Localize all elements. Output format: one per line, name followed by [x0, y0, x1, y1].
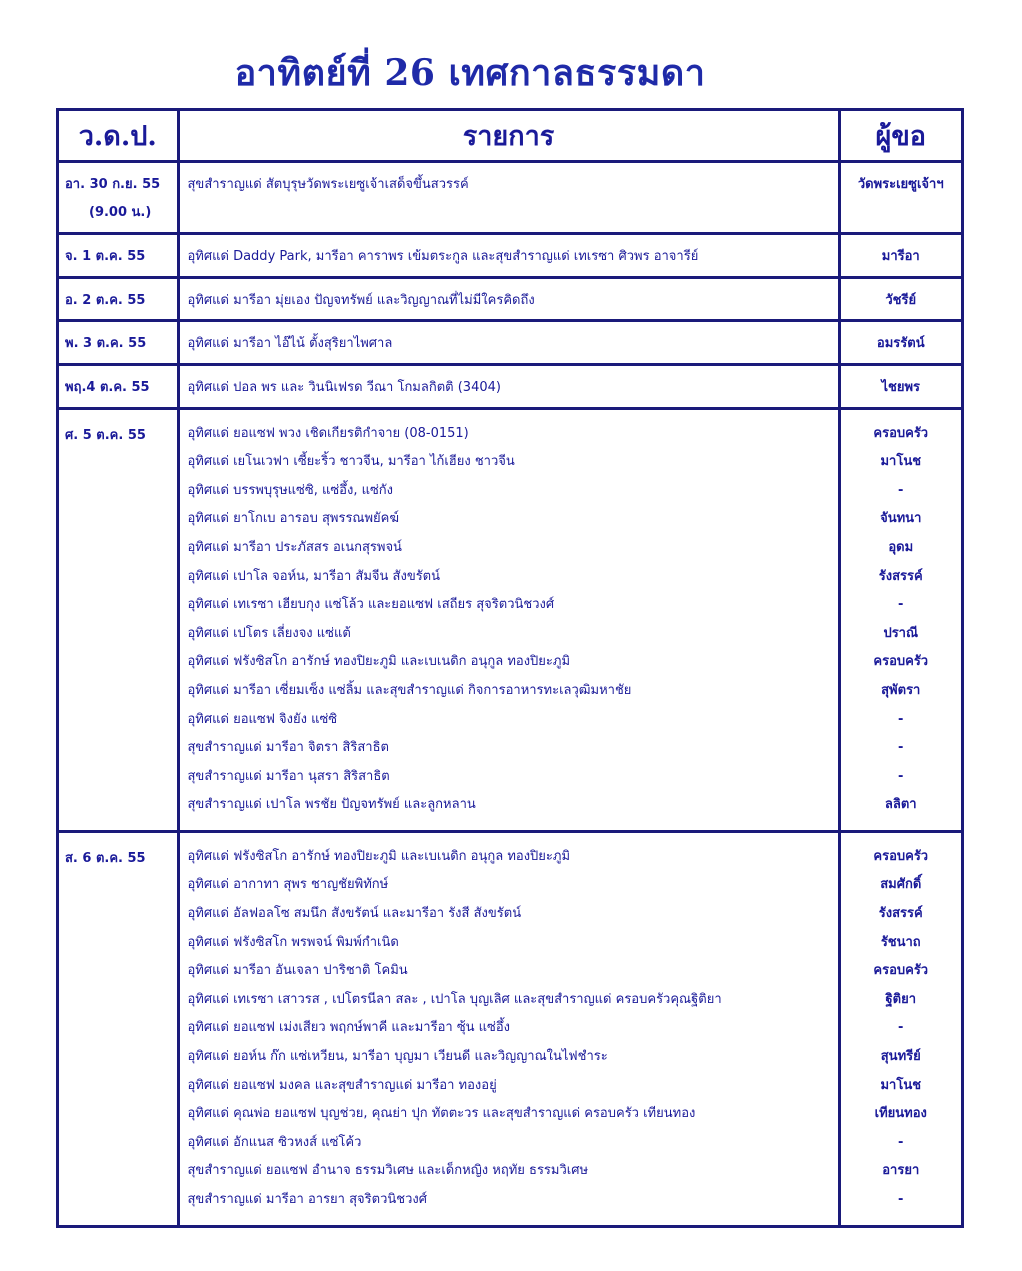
intention-text: อุทิศแด่ ยอแซฟ เม่งเสียว พฤกษ์พาคี และมารีอา ซุ้น แซ่อึ้ง	[187, 1020, 511, 1036]
date-cell	[59, 831, 178, 1224]
intention-text: อุทิศแด่ มารีอา อันเจลา ปาริชาติ โคมิน	[187, 963, 408, 979]
items-cell	[178, 234, 839, 278]
intention-text: อุทิศแด่ เปโตร เลี่ยงจง แซ่แต้	[187, 625, 351, 641]
intention-text: อุทิศแด่ ยอแซฟ พวง เชิดเกียรติกำจาย (08-0151)	[187, 425, 469, 441]
intention-text: อุทิศแด่ ยอแซฟ มงคล และสุขสำราญแด่ มารีอา ทองอยู่	[187, 1077, 497, 1093]
requester-name: -	[898, 1020, 904, 1036]
intention-text: อุทิศแด่ ยอห์น ก๊ก แซ่เหวียน, มารีอา บุญมา เวียนดี และวิญญาณในไฟชำระ	[187, 1049, 608, 1065]
date-label: ศ. 5 ต.ค. 55	[65, 427, 146, 443]
date-group-row	[59, 831, 961, 1224]
requester-name: ครอบครัว	[873, 848, 929, 864]
intention-text: สุขสำราญแด่ มารีอา นุสรา สิริสาธิต	[187, 768, 390, 784]
intention-text: อุทิศแด่ เปาโล จอห์น, มารีอา สัมจีน สังขรัตน์	[187, 568, 441, 584]
intention-text: อุทิศแด่ บรรพบุรุษแซ่ซิ, แซ่อึ้ง, แซ่กัง	[187, 482, 394, 498]
items-cell	[178, 321, 839, 365]
intention-text: อุทิศแด่ ฟรังซิสโก อารักษ์ ทองปิยะภูมิ และเบเนดิก อนุกูล ทองปิยะภูมิ	[187, 654, 571, 670]
date-label: พ. 3 ต.ค. 55	[65, 336, 147, 352]
column-header-requester: ผู้ขอ	[839, 111, 961, 162]
date-group-row	[59, 364, 961, 408]
requester-name: -	[898, 1192, 904, 1207]
requester-cell	[839, 831, 961, 1224]
requester-name: -	[898, 711, 904, 727]
requester-name: -	[898, 597, 904, 613]
date-group-row	[59, 234, 961, 278]
intention-text: อุทิศแด่ มารีอา ประภัสสร อเนกสุรพจน์	[187, 539, 402, 555]
mass-intentions-table	[56, 108, 964, 1228]
requester-cell	[839, 234, 961, 278]
requester-name: ฐิติยา	[885, 991, 917, 1007]
requester-name: ไชยพร	[881, 379, 921, 395]
requester-name: สมศักดิ์	[880, 877, 922, 893]
date-cell	[59, 364, 178, 408]
intention-text: อุทิศแด่ อักแนส ซิวหงส์ แซ่โค้ว	[187, 1134, 362, 1150]
requester-cell	[839, 162, 961, 234]
requester-name: อารยา	[882, 1163, 920, 1179]
intention-text: อุทิศแด่ ยอแซฟ จิงยัง แซ่ซิ	[187, 711, 338, 727]
intention-text: สุขสำราญแด่ มารีอา จิตรา สิริสาธิต	[187, 740, 389, 756]
requester-name: อมรรัตน์	[876, 336, 925, 352]
requester-cell	[839, 364, 961, 408]
intention-text: อุทิศแด่ มารีอา ไอ๊ไน้ ตั้งสุริยาไพศาล	[187, 336, 393, 352]
intention-text: อุทิศแด่ ฟรังซิสโก อารักษ์ ทองปิยะภูมิ และเบเนดิก อนุกูล ทองปิยะภูมิ	[187, 848, 571, 864]
date-group-row	[59, 321, 961, 365]
time-label: (9.00 น.)	[89, 205, 152, 220]
requester-name: -	[898, 740, 904, 756]
items-cell	[178, 831, 839, 1224]
table-header-row	[59, 111, 961, 162]
requester-name: -	[898, 1134, 904, 1150]
column-header-item: รายการ	[178, 111, 839, 162]
requester-name: จันทนา	[880, 511, 922, 527]
date-cell	[59, 234, 178, 278]
date-label: ส. 6 ต.ค. 55	[65, 850, 146, 866]
date-group-row	[59, 277, 961, 321]
requester-name: -	[898, 482, 904, 498]
date-label: อ. 2 ต.ค. 55	[65, 292, 146, 308]
requester-name: รังสรรค์	[878, 906, 923, 922]
items-cell	[178, 408, 839, 831]
requester-name: มาโนช	[880, 454, 922, 470]
intention-text: อุทิศแด่ เยโนเวฟา เซี้ยะริ้ว ชาวจีน, มารีอา ไก้เฮียง ชาวจีน	[187, 454, 515, 470]
intention-text: อุทิศแด่ อากาทา สุพร ชาญชัยพิทักษ์	[187, 877, 389, 893]
intention-text: อุทิศแด่ Daddy Park, มารีอา คาราพร เข้มตระกูล และสุขสำราญแด่ เทเรซา ศิวพร อาจารีย์	[187, 249, 699, 265]
intention-text: อุทิศแด่ มารีอา เซี่ยมเซ็ง แซ่ลิ้ม และสุขสำราญแด่ กิจการอาหารทะเลวุฒิมหาชัย	[187, 682, 632, 698]
page-title: อาทิตย์ที่ 26 เทศกาลธรรมดา	[234, 52, 706, 94]
items-cell	[178, 277, 839, 321]
requester-name: สุพัตรา	[881, 682, 921, 698]
requester-name: สุนทรีย์	[880, 1049, 921, 1065]
requester-cell	[839, 277, 961, 321]
intention-text: สุขสำราญแด่ ยอแซฟ อำนาจ ธรรมวิเศษ และเด็กหญิง หฤทัย ธรรมวิเศษ	[187, 1163, 589, 1179]
requester-cell	[839, 408, 961, 831]
spacer	[188, 200, 838, 229]
requester-name: รัชนาถ	[880, 934, 921, 950]
table-body	[59, 162, 961, 1225]
date-label: อา. 30 ก.ย. 55	[65, 177, 161, 192]
intention-text: อุทิศแด่ เทเรซา เสาวรส , เปโตรนีลา สละ , เปาโล บุญเลิศ และสุขสำราญแด่ ครอบครัวคุณฐิติยา	[187, 991, 722, 1007]
requester-name: วัดพระเยซูเจ้าฯ	[857, 177, 944, 192]
requester-name: ปราณี	[883, 625, 919, 641]
intention-text: สุขสำราญแด่ สัตบุรุษวัดพระเยซูเจ้าเสด็จขึ้นสวรรค์	[187, 177, 469, 192]
requester-cell	[839, 321, 961, 365]
intention-text: อุทิศแด่ คุณพ่อ ยอแซฟ บุญช่วย, คุณย่า ปุก ทัตตะวร และสุขสำราญแด่ ครอบครัว เทียนทอง	[187, 1106, 696, 1122]
requester-name: วัชรีย์	[885, 292, 917, 308]
intention-text: อุทิศแด่ ปอล พร และ วินนิเฟรด วีณา โกมลกิตติ (3404)	[187, 379, 501, 395]
date-cell	[59, 321, 178, 365]
requester-name: ครอบครัว	[873, 425, 929, 441]
intention-text: อุทิศแด่ ฟรังซิสโก พรพจน์ พิมพ์กำเนิด	[187, 934, 399, 950]
requester-name: ลลิตา	[884, 797, 917, 813]
date-cell	[59, 408, 178, 831]
date-group-row	[59, 408, 961, 831]
intention-text: อุทิศแด่ ยาโกเบ อารอบ สุพรรณพยัคฆ์	[187, 511, 400, 527]
date-cell	[59, 277, 178, 321]
date-group-row	[59, 162, 961, 234]
requester-name: มาโนช	[880, 1077, 922, 1093]
items-cell	[178, 162, 839, 234]
requester-name: ครอบครัว	[873, 654, 929, 670]
intention-text: สุขสำราญแด่ มารีอา อารยา สุจริตวนิชวงศ์	[187, 1192, 427, 1207]
requester-name: อุดม	[888, 539, 914, 555]
intention-text: อุทิศแด่ เทเรซา เฮียบกุง แซ่โล้ว และยอแซฟ เสถียร สุจริตวนิชวงศ์	[187, 597, 555, 613]
items-cell	[178, 364, 839, 408]
requester-name: -	[898, 768, 904, 784]
requester-name: มารีอา	[881, 249, 920, 265]
date-label: พฤ.4 ต.ค. 55	[65, 379, 150, 395]
date-label: จ. 1 ต.ค. 55	[65, 249, 146, 265]
intention-text: อุทิศแด่ มารีอา มุ่ยเอง ปัญจทรัพย์ และวิญญาณที่ไม่มีใครคิดถึง	[187, 292, 535, 308]
intention-text: อุทิศแด่ อัลฟอลโซ สมนึก สังขรัตน์ และมารีอา รังสี สังขรัตน์	[187, 906, 522, 922]
requester-name: รังสรรค์	[878, 568, 923, 584]
intention-text: สุขสำราญแด่ เปาโล พรชัย ปัญจทรัพย์ และลูกหลาน	[187, 797, 476, 813]
date-cell	[59, 162, 178, 234]
requester-name: เทียนทอง	[874, 1106, 927, 1122]
requester-name: ครอบครัว	[873, 963, 929, 979]
column-header-date: ว.ด.ป.	[59, 111, 178, 162]
